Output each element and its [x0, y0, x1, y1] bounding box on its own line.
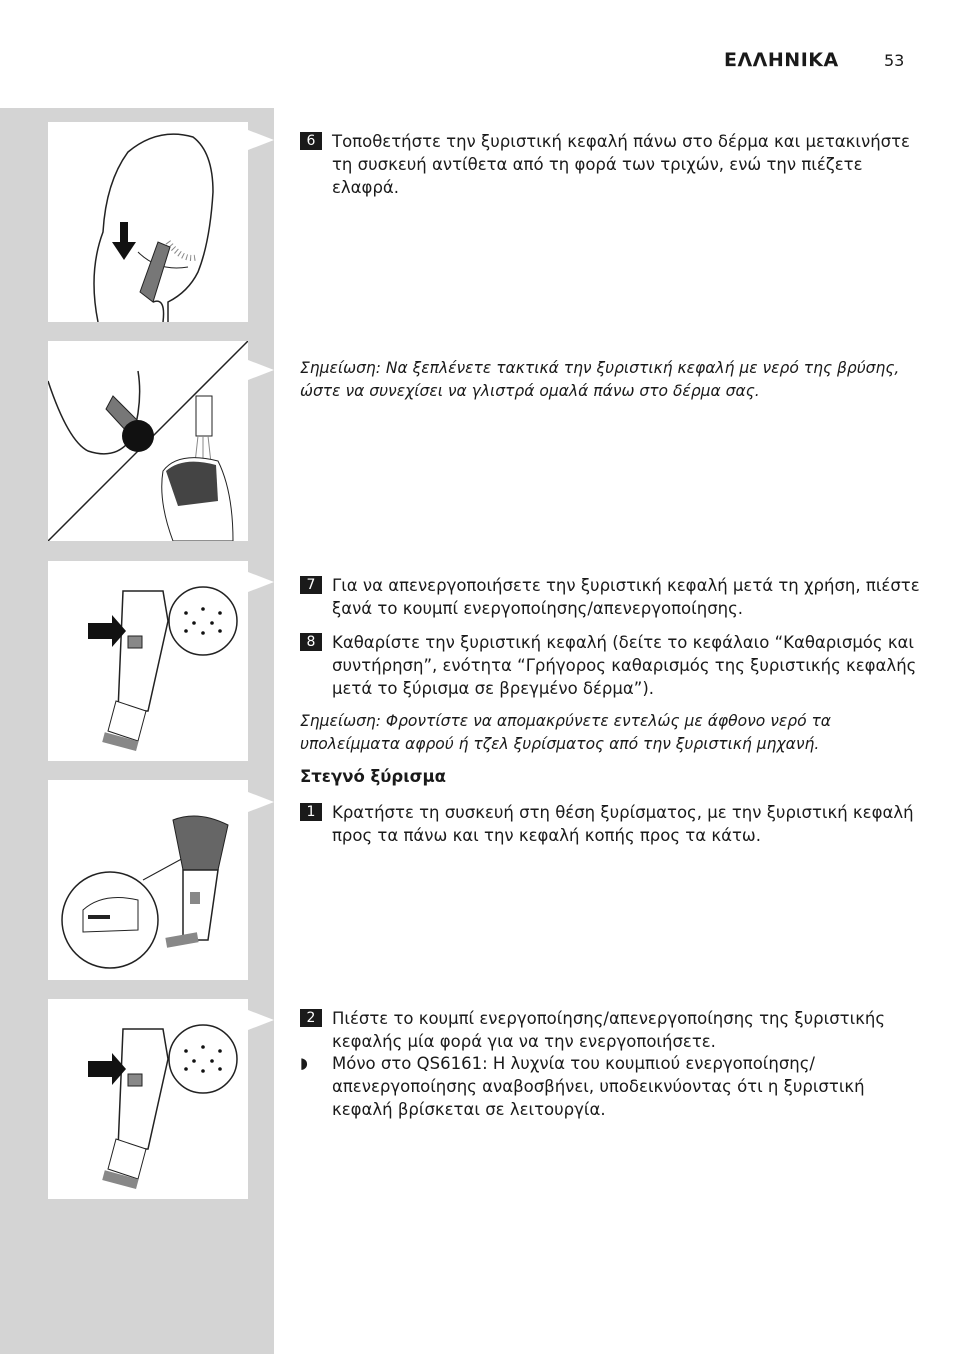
step-7 [300, 574, 920, 620]
step-number: 1 [300, 803, 322, 821]
step-text: Καθαρίστε την ξυριστική κεφαλή (δείτε το κεφάλαιο “Καθαρισμός και συντήρηση”, ενότητα “Γρήγορος καθαρισμός της ξυριστικής κεφαλής μετά το ξύρισμα σε βρεγμένο δέρμα”). [332, 633, 917, 698]
illustration-device-button [48, 561, 248, 761]
step-text: Τοποθετήστε την ξυριστική κεφαλή πάνω στο δέρμα και μετακινήστε τη συσκευή αντίθετα από τη φορά των τριχών, ενώ την πιέζετε ελαφρά. [332, 132, 910, 197]
language-header: ΕΛΛΗΝΙΚΑ [724, 49, 839, 71]
illustration-face-shaving [48, 122, 248, 322]
step-number: 6 [300, 132, 322, 150]
bullet-icon: ◗ [300, 1054, 308, 1072]
step-text: Για να απενεργοποιήσετε την ξυριστική κεφαλή μετά τη χρήση, πιέστε ξανά το κουμπί ενεργοποίησης/απενεργοποίησης. [332, 576, 920, 618]
illustration-rinse-tap [48, 341, 248, 541]
step-text: Κρατήστε τη συσκευή στη θέση ξυρίσματος, με την ξυριστική κεφαλή προς τα πάνω και την κεφαλή κοπής προς τα κάτω. [332, 803, 914, 845]
figure-pointer [248, 572, 274, 592]
step-1 [300, 801, 920, 847]
bullet-note [300, 1052, 920, 1121]
illustration-device-button-on [48, 999, 248, 1199]
step-6 [300, 130, 920, 199]
figure-pointer [248, 1010, 274, 1030]
note-foam: Σημείωση: Φροντίστε να απομακρύνετε εντελώς με άφθονο νερό τα υπολείμματα αφρού ή τζελ ξυρίσματος από την ξυριστική μηχανή. [300, 712, 832, 753]
step-8 [300, 631, 920, 700]
page-number: 53 [884, 51, 905, 70]
section-heading: Στεγνό ξύρισμα [300, 767, 447, 786]
step-number: 2 [300, 1009, 322, 1027]
step-number: 7 [300, 576, 322, 594]
note-rinse: Σημείωση: Να ξεπλένετε τακτικά την ξυριστική κεφαλή με νερό της βρύσης, ώστε να συνεχίσει να γλιστρά ομαλά πάνω στο δέρμα σας. [300, 359, 900, 400]
figure-pointer [248, 360, 274, 380]
step-2 [300, 1007, 920, 1053]
figure-pointer [248, 792, 274, 812]
step-text: Πιέστε το κουμπί ενεργοποίησης/απενεργοποίησης της ξυριστικής κεφαλής μία φορά για να την ενεργοποιήσετε. [332, 1009, 886, 1051]
figure-pointer [248, 130, 274, 150]
illustration-device-position [48, 780, 248, 980]
bullet-text: Μόνο στο QS6161: Η λυχνία του κουμπιού ενεργοποίησης/απενεργοποίησης αναβοσβήνει, υποδεικνύοντας ότι η ξυριστική κεφαλή βρίσκεται σε λειτουργία. [332, 1054, 865, 1119]
step-number: 8 [300, 633, 322, 651]
